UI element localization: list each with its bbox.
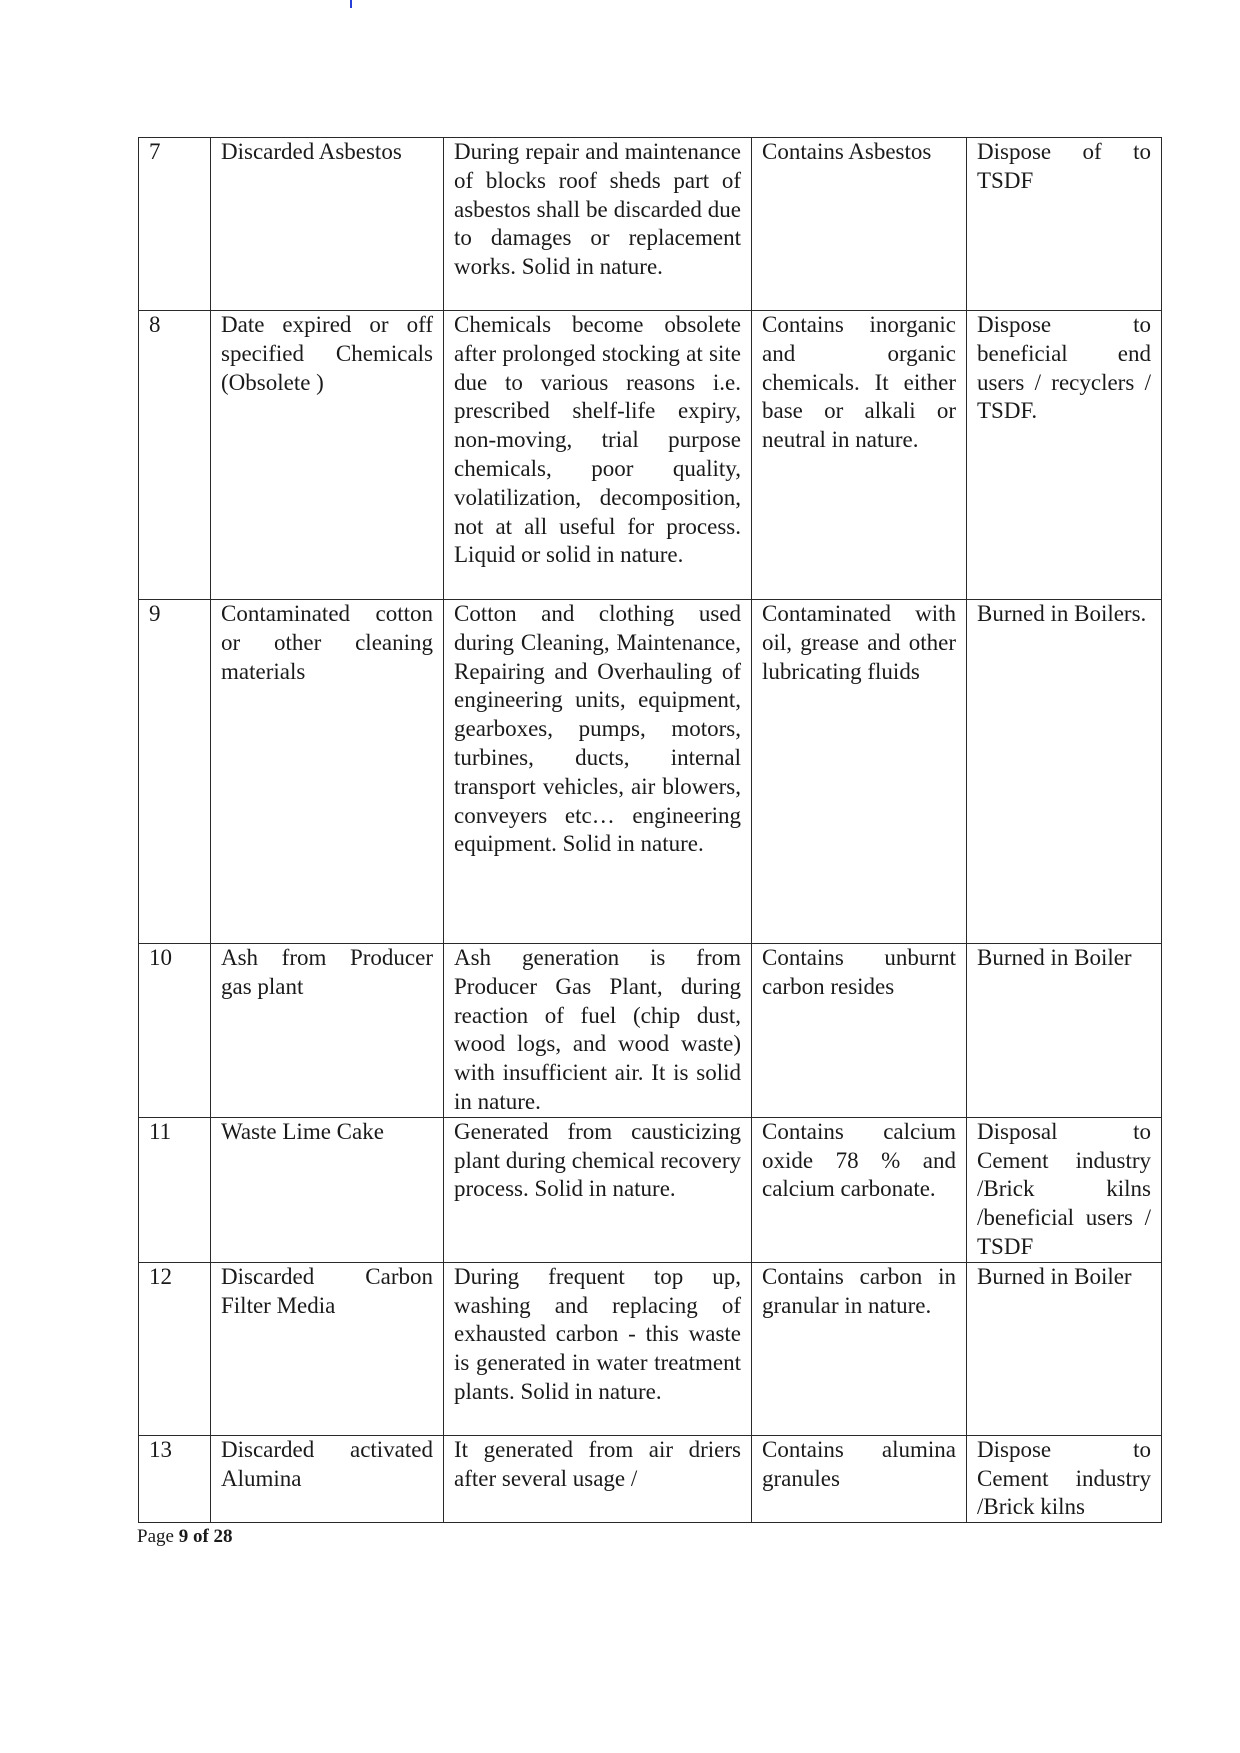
- waste-disposal: Burned in Boilers.: [967, 600, 1162, 944]
- table-row: [139, 1262, 1162, 1435]
- waste-composition: Contains unburnt carbon resides: [752, 944, 967, 1118]
- waste-source: During frequent top up, washing and replacing of exhausted carbon - this waste is generated in water treatment plants. Solid in nature.: [444, 1262, 752, 1435]
- waste-disposal: Dispose to beneficial end users / recyclers / TSDF.: [967, 311, 1162, 600]
- scan-mark: [350, 0, 352, 8]
- waste-source: Ash generation is from Producer Gas Plant, during reaction of fuel (chip dust, wood logs, and wood waste) with insufficient air. It is solid in nature.: [444, 944, 752, 1118]
- page-current: 9: [178, 1526, 189, 1547]
- row-number: 7: [139, 138, 211, 311]
- waste-name: Contaminated cotton or other cleaning materials: [211, 600, 444, 944]
- page-total: 28: [213, 1526, 233, 1547]
- table-row: [139, 311, 1162, 600]
- table-row: [139, 944, 1162, 1118]
- row-number: 8: [139, 311, 211, 600]
- waste-composition: Contains carbon in granular in nature.: [752, 1262, 967, 1435]
- table-row: [139, 1117, 1162, 1262]
- waste-composition: Contains inorganic and organic chemicals. It either base or alkali or neutral in nature.: [752, 311, 967, 600]
- waste-name: Discarded Asbestos: [211, 138, 444, 311]
- waste-name: Ash from Producer gas plant: [211, 944, 444, 1118]
- waste-disposal: Burned in Boiler: [967, 1262, 1162, 1435]
- row-number: 13: [139, 1435, 211, 1522]
- hazardous-waste-table: [138, 137, 1162, 1523]
- waste-source: It generated from air driers after several usage /: [444, 1435, 752, 1522]
- table-row: [139, 600, 1162, 944]
- waste-source: Cotton and clothing used during Cleaning, Maintenance, Repairing and Overhauling of engineering units, equipment, gearboxes, pumps, motors, turbines, ducts, internal transport vehicles, air blowers, conveyers etc… engineering equipment. Solid in nature.: [444, 600, 752, 944]
- page-label: Page: [137, 1526, 174, 1547]
- row-number: 10: [139, 944, 211, 1118]
- waste-composition: Contains calcium oxide 78 % and calcium carbonate.: [752, 1117, 967, 1262]
- waste-name: Discarded activated Alumina: [211, 1435, 444, 1522]
- waste-source: Generated from causticizing plant during chemical recovery process. Solid in nature.: [444, 1117, 752, 1262]
- table-row: [139, 138, 1162, 311]
- waste-composition: Contains alumina granules: [752, 1435, 967, 1522]
- page-number-footer: [137, 1526, 233, 1548]
- waste-disposal: Disposal to Cement industry /Brick kilns /beneficial users / TSDF: [967, 1117, 1162, 1262]
- table-row: [139, 1435, 1162, 1522]
- row-number: 9: [139, 600, 211, 944]
- waste-name: Discarded Carbon Filter Media: [211, 1262, 444, 1435]
- waste-disposal: Dispose of to TSDF: [967, 138, 1162, 311]
- waste-composition: Contaminated with oil, grease and other lubricating fluids: [752, 600, 967, 944]
- row-number: 12: [139, 1262, 211, 1435]
- waste-composition: Contains Asbestos: [752, 138, 967, 311]
- page-of: of: [192, 1526, 209, 1547]
- waste-source: Chemicals become obsolete after prolonged stocking at site due to various reasons i.e. prescribed shelf-life expiry, non-moving, trial purpose chemicals, poor quality, volatilization, decomposition, not at all useful for process. Liquid or solid in nature.: [444, 311, 752, 600]
- waste-name: Date expired or off specified Chemicals (Obsolete ): [211, 311, 444, 600]
- waste-name: Waste Lime Cake: [211, 1117, 444, 1262]
- waste-source: During repair and maintenance of blocks roof sheds part of asbestos shall be discarded due to damages or replacement works. Solid in nature.: [444, 138, 752, 311]
- waste-disposal: Dispose to Cement industry /Brick kilns: [967, 1435, 1162, 1522]
- row-number: 11: [139, 1117, 211, 1262]
- waste-disposal: Burned in Boiler: [967, 944, 1162, 1118]
